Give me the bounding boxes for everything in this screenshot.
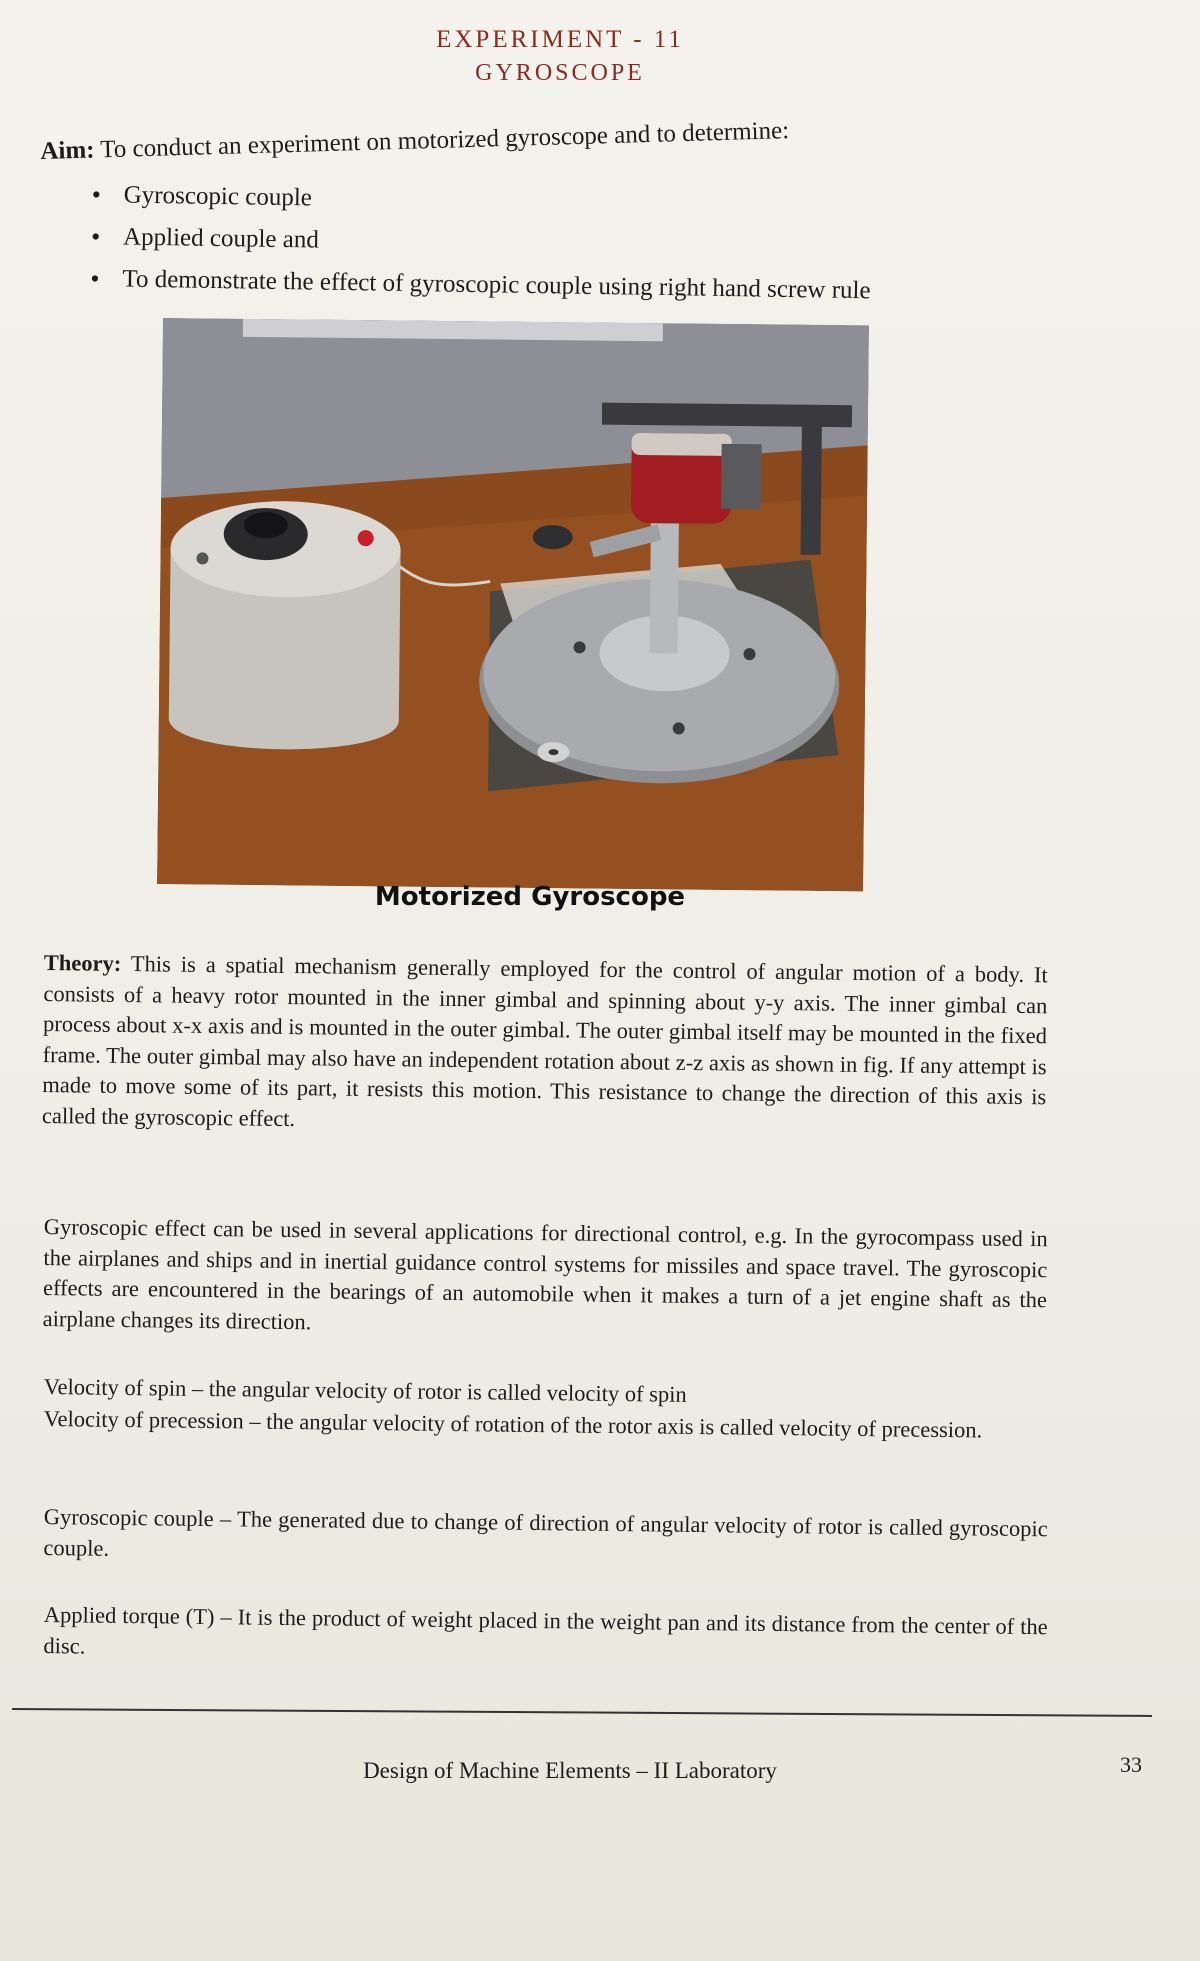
theory-label: Theory:	[43, 949, 122, 976]
page-number: 33	[1120, 1752, 1142, 1777]
theory-text: This is a spatial mechanism generally employed for the control of angular motion of a body. It consists of a heavy rotor mounted in the inner gimbal and spinning about y-y axis. The inner gimbal can process about x-x axis and is mounted in the outer gimbal. The outer gimbal itself may be mounted in the fixed frame. The outer gimbal may also have an independent rotation about z-z axis as shown in fig. If any attempt is made to move some of its part, it resists this motion. This resistance to change the direction of this axis is called the gyroscopic effect.	[41, 951, 1048, 1131]
footer-text: Design of Machine Elements – II Laboratory	[363, 1758, 777, 1783]
experiment-number: EXPERIMENT - 11	[436, 26, 684, 53]
figure-caption: Motorized Gyroscope	[374, 882, 686, 912]
aim-item: • Gyroscopic couple	[91, 178, 992, 234]
definition-spin: Velocity of spin – the angular velocity of rotor is called velocity of spin	[43, 1373, 687, 1407]
footer-divider	[12, 1708, 1152, 1717]
aim-label: Aim:	[40, 136, 95, 165]
aim-statement	[40, 110, 1040, 166]
aim-text: To conduct an experiment on motorized gyroscope and to determine:	[99, 117, 790, 164]
experiment-title: GYROSCOPE	[475, 60, 645, 86]
definition-applied-torque: Applied torque (T) – It is the product of weight placed in the weight pan and its distance from the center of the disc.	[43, 1601, 1048, 1659]
gyroscope-photo	[157, 318, 869, 891]
aim-item: • To demonstrate the effect of gyroscopic couple using right hand screw rule	[90, 262, 991, 318]
theory-paragraph	[42, 948, 1048, 1143]
aim-item: • Applied couple and	[91, 220, 992, 276]
definition-gyroscopic-couple: Gyroscopic couple – The generated due to change of direction of angular velocity of rotor is called gyroscopic couple.	[43, 1503, 1048, 1561]
applications-paragraph: Gyroscopic effect can be used in several applications for directional control, e.g. In the gyrocompass used in the airplanes and ships and in inertial guidance control systems for missiles and space travel. The gyroscopic effects are encountered in the bearings of an automobile when it makes a turn of a jet engine shaft as the airplane changes its direction.	[42, 1213, 1048, 1334]
aim-list	[90, 178, 992, 318]
definition-precession: Velocity of precession – the angular velocity of rotation of the rotor axis is called velocity of precession.	[43, 1405, 983, 1443]
